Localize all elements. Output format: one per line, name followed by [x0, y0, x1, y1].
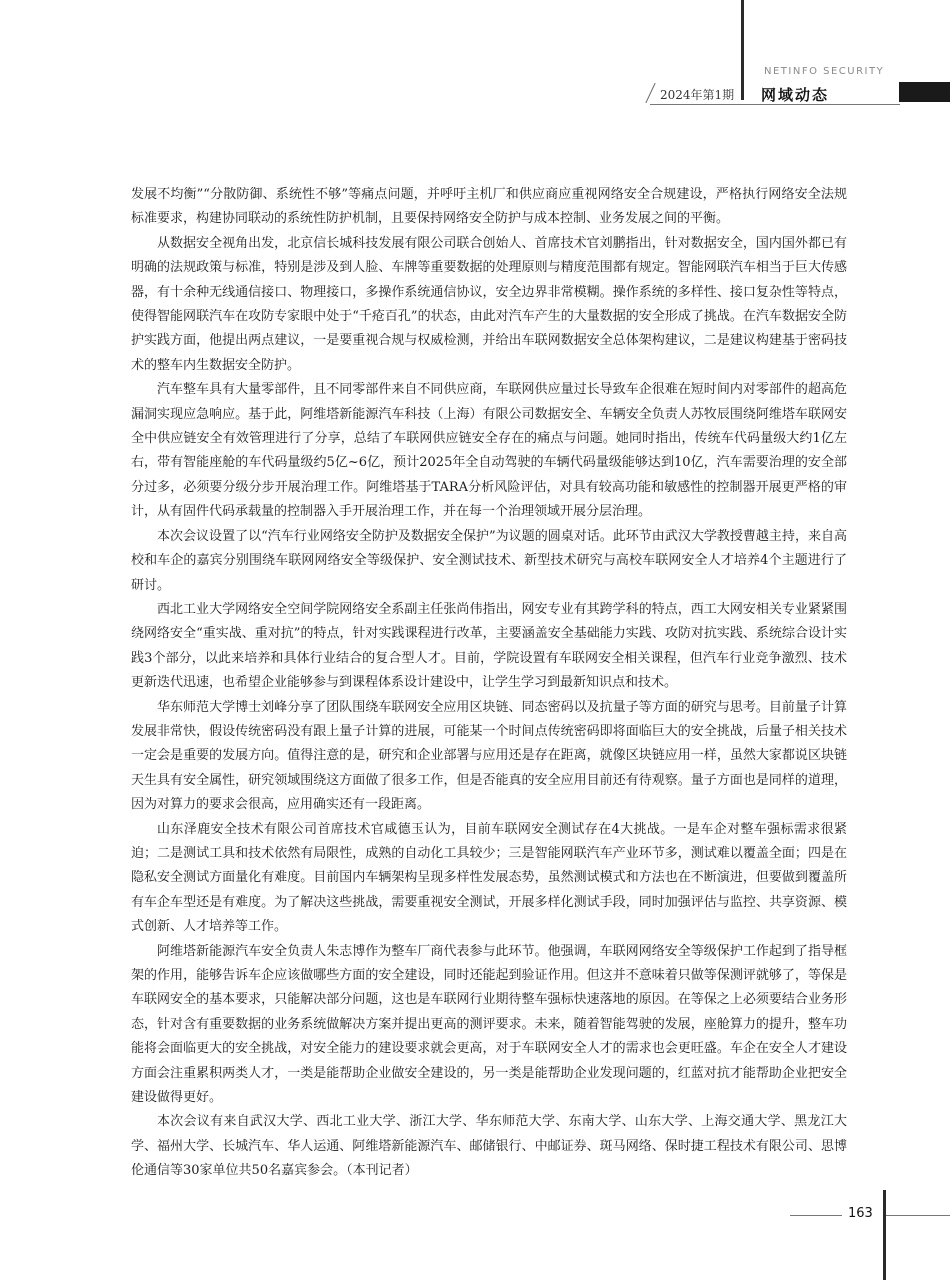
- paragraph: 汽车整车具有大量零部件，且不同零部件来自不同供应商，车联网供应量过长导致车企很难在短时间内对零部件的超高危漏洞实现应急响应。基于此，阿维塔新能源汽车科技（上海）有限公司数据安全、车辆安全负责人苏牧辰围绕阿维塔车联网安全中供应链安全有效管理进行了分享，总结了车联网供应链安全存在的痛点与问题。她同时指出，传统车代码量级大约1亿左右，带有智能座舱的车代码量级约5亿~6亿，预计2025年全自动驾驶的车辆代码量级能够达到10亿，汽车需要治理的安全部分过多，必须要分级分步开展治理工作。阿维塔基于TARA分析风险评估，对具有较高功能和敏感性的控制器开展更严格的审计，从有固件代码承载量的控制器入手开展治理工作，并在每一个治理领域开展分层治理。: [131, 382, 847, 520]
- header-vertical-rule: [741, 0, 744, 100]
- article-body: [131, 183, 847, 1184]
- page-number-rule-left: [790, 1215, 842, 1216]
- paragraph: 阿维塔新能源汽车安全负责人朱志博作为整车厂商代表参与此环节。他强调，车联网网络安全等级保护工作起到了指导框架的作用，能够告诉车企应该做哪些方面的安全建设，同时还能起到验证作用。但这并不意味着只做等保测评就够了，等保是车联网安全的基本要求，只能解决部分问题，这也是车联网行业期待整车强标快速落地的原因。在等保之上必须要结合业务形态，针对含有重要数据的业务系统做解决方案并提出更高的测评要求。未来，随着智能驾驶的发展，座舱算力的提升，整车功能将会面临更大的安全挑战，对安全能力的建设要求就会更高，对于车联网安全人才的需求也会更旺盛。车企在安全人才建设方面会注重累积两类人才，一类是能帮助企业做安全建设的，另一类是能帮助企业发现问题的，红蓝对抗才能帮助企业把安全建设做得更好。: [131, 943, 847, 1106]
- page-number-rule-right: [886, 1215, 950, 1216]
- header-slash-divider: [645, 83, 655, 103]
- footer-vertical-rule: [883, 1190, 886, 1280]
- section-title: 网域动态: [761, 86, 830, 104]
- paragraph: 发展不均衡”“分散防御、系统性不够”等痛点问题，并呼吁主机厂和供应商应重视网络安全合规建设，严格执行网络安全法规标准要求，构建协同联动的系统性防护机制，且要保持网络安全防护与成本控制、业务发展之间的平衡。: [131, 187, 847, 227]
- paragraph: 西北工业大学网络安全空间学院网络安全系副主任张尚伟指出，网安专业有其跨学科的特点，西工大网安相关专业紧紧围绕网络安全“重实战、重对抗”的特点，针对实践课程进行改革，主要涵盖安全基础能力实践、攻防对抗实践、系统综合设计实践3个部分，以此来培养和具体行业结合的复合型人才。目前，学院设置有车联网安全相关课程，但汽车行业竞争激烈、技术更新迭代迅速，也希望企业能够参与到课程体系设计建设中，让学生学习到最新知识点和技术。: [131, 601, 847, 691]
- issue-label: 2024年第1期: [660, 88, 735, 102]
- journal-brand: NETINFO SECURITY: [764, 66, 885, 77]
- paragraph: 本次会议有来自武汉大学、西北工业大学、浙江大学、华东师范大学、东南大学、山东大学、上海交通大学、黑龙江大学、福州大学、长城汽车、华人运通、阿维塔新能源汽车、邮储银行、中邮证券、斑马网络、保时捷工程技术有限公司、思博伦通信等30家单位共50名嘉宾参会。（本刊记者）: [131, 1114, 847, 1179]
- page-number: 163: [848, 1206, 873, 1221]
- header-underline: [650, 104, 900, 105]
- header-block-decoration: [899, 82, 950, 102]
- paragraph: 华东师范大学博士刘峰分享了团队围绕车联网安全应用区块链、同态密码以及抗量子等方面的研究与思考。目前量子计算发展非常快，假设传统密码没有跟上量子计算的进展，可能某一个时间点传统密码即将面临巨大的安全挑战，后量子相关技术一定会是重要的发展方向。值得注意的是，研究和企业部署与应用还是存在距离，就像区块链应用一样，虽然大家都说区块链天生具有安全属性，研究领域围绕这方面做了很多工作，但是否能真的安全应用目前还有待观察。量子方面也是同样的道理，因为对算力的要求会很高，应用确实还有一段距离。: [131, 699, 847, 813]
- paragraph: 本次会议设置了以“汽车行业网络安全防护及数据安全保护”为议题的圆桌对话。此环节由武汉大学教授曹越主持，来自高校和车企的嘉宾分别围绕车联网网络安全等级保护、安全测试技术、新型技术研究与高校车联网安全人才培养4个主题进行了研讨。: [131, 528, 847, 593]
- paragraph: 从数据安全视角出发，北京信长城科技发展有限公司联合创始人、首席技术官刘鹏指出，针对数据安全，国内国外都已有明确的法规政策与标准，特别是涉及到人脸、车牌等重要数据的处理原则与精度范围都有规定。智能网联汽车相当于巨大传感器，有十余种无线通信接口、物理接口，多操作系统通信协议，安全边界非常模糊。操作系统的多样性、接口复杂性等特点，使得智能网联汽车在攻防专家眼中处于“千疮百孔”的状态，由此对汽车产生的大量数据的安全形成了挑战。在汽车数据安全防护实践方面，他提出两点建议，一是要重视合规与权威检测，并给出车联网数据安全总体架构建议，二是建议构建基于密码技术的整车内生数据安全防护。: [131, 235, 847, 373]
- paragraph: 山东泽鹿安全技术有限公司首席技术官咸德玉认为，目前车联网安全测试存在4大挑战。一是车企对整车强标需求很紧迫；二是测试工具和技术依然有局限性，成熟的自动化工具较少；三是智能网联汽车产业环节多，测试难以覆盖全面；四是在隐私安全测试方面量化有难度。目前国内车辆架构呈现多样性发展态势，虽然测试模式和方法也在不断演进，但要做到覆盖所有车企车型还是有难度。为了解决这些挑战，需要重视安全测试，开展多样化测试手段，同时加强评估与监控、共享资源、模式创新、人才培养等工作。: [131, 821, 847, 935]
